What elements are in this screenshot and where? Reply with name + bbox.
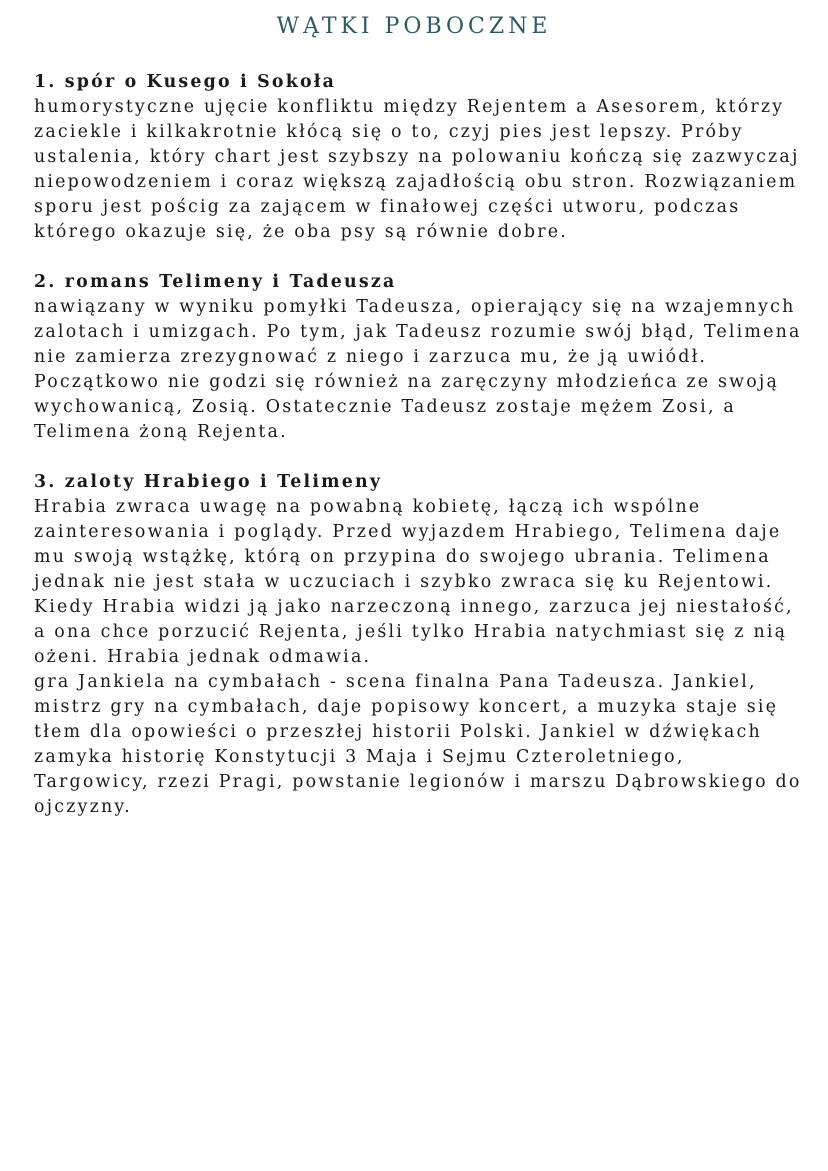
section-heading: 3. zaloty Hrabiego i Telimeny [34, 472, 383, 492]
page-title: WĄTKI POBOCZNE [276, 14, 552, 39]
section-text: humorystyczne ujęcie konfliktu między Rejentem a Asesorem, którzy zaciekle i kilkakrotnie kłócą się o to, czyj pies jest lepszy. Próby ustalenia, który chart jest szybszy na polowaniu kończą się zazwyczaj niepowodzeniem i coraz większą zajadłością obu stron. Rozwiązaniem sporu jest pościg za zającem w finałowej części utworu, podczas którego okazuje się, że oba psy są równie dobre. [34, 97, 800, 242]
section-heading: 1. spór o Kusego i Sokoła [34, 72, 337, 92]
section-extra-text: gra Jankiela na cymbałach - scena finalna Pana Tadeusza. Jankiel, mistrz gry na cymbałach, daje popisowy koncert, a muzyka staje się tłem dla opowieści o przeszłej historii Polski. Jankiel w dźwiękach zamyka historię Konstytucji 3 Maja i Sejmu Czteroletniego, Targowicy, rzezi Pragi, powstanie legionów i marszu Dąbrowskiego do ojczyzny. [34, 672, 802, 817]
section-2 [34, 270, 804, 445]
document-content [34, 70, 804, 845]
section-3 [34, 470, 804, 820]
section-text: Hrabia zwraca uwagę na powabną kobietę, łączą ich wspólne zainteresowania i poglądy. Przed wyjazdem Hrabiego, Telimena daje mu swoją wstążkę, którą on przypina do swojego ubrania. Telimena jednak nie jest stała w uczuciach i szybko zwraca się ku Rejentowi. Kiedy Hrabia widzi ją jako narzeczoną innego, zarzuca jej niestałość, a ona chce porzucić Rejenta, jeśli tylko Hrabia natychmiast się z nią ożeni. Hrabia jednak odmawia. [34, 497, 794, 667]
section-text: nawiązany w wyniku pomyłki Tadeusza, opierający się na wzajemnych zalotach i umizgach. Po tym, jak Tadeusz rozumie swój błąd, Telimena nie zamierza zrezygnować z niego i zarzuca mu, że ją uwiódł. Początkowo nie godzi się również na zaręczyny młodzieńca ze swoją wychowanicą, Zosią. Ostatecznie Tadeusz zostaje mężem Zosi, a Telimena żoną Rejenta. [34, 297, 802, 442]
section-1 [34, 70, 804, 245]
section-heading: 2. romans Telimeny i Tadeusza [34, 272, 397, 292]
